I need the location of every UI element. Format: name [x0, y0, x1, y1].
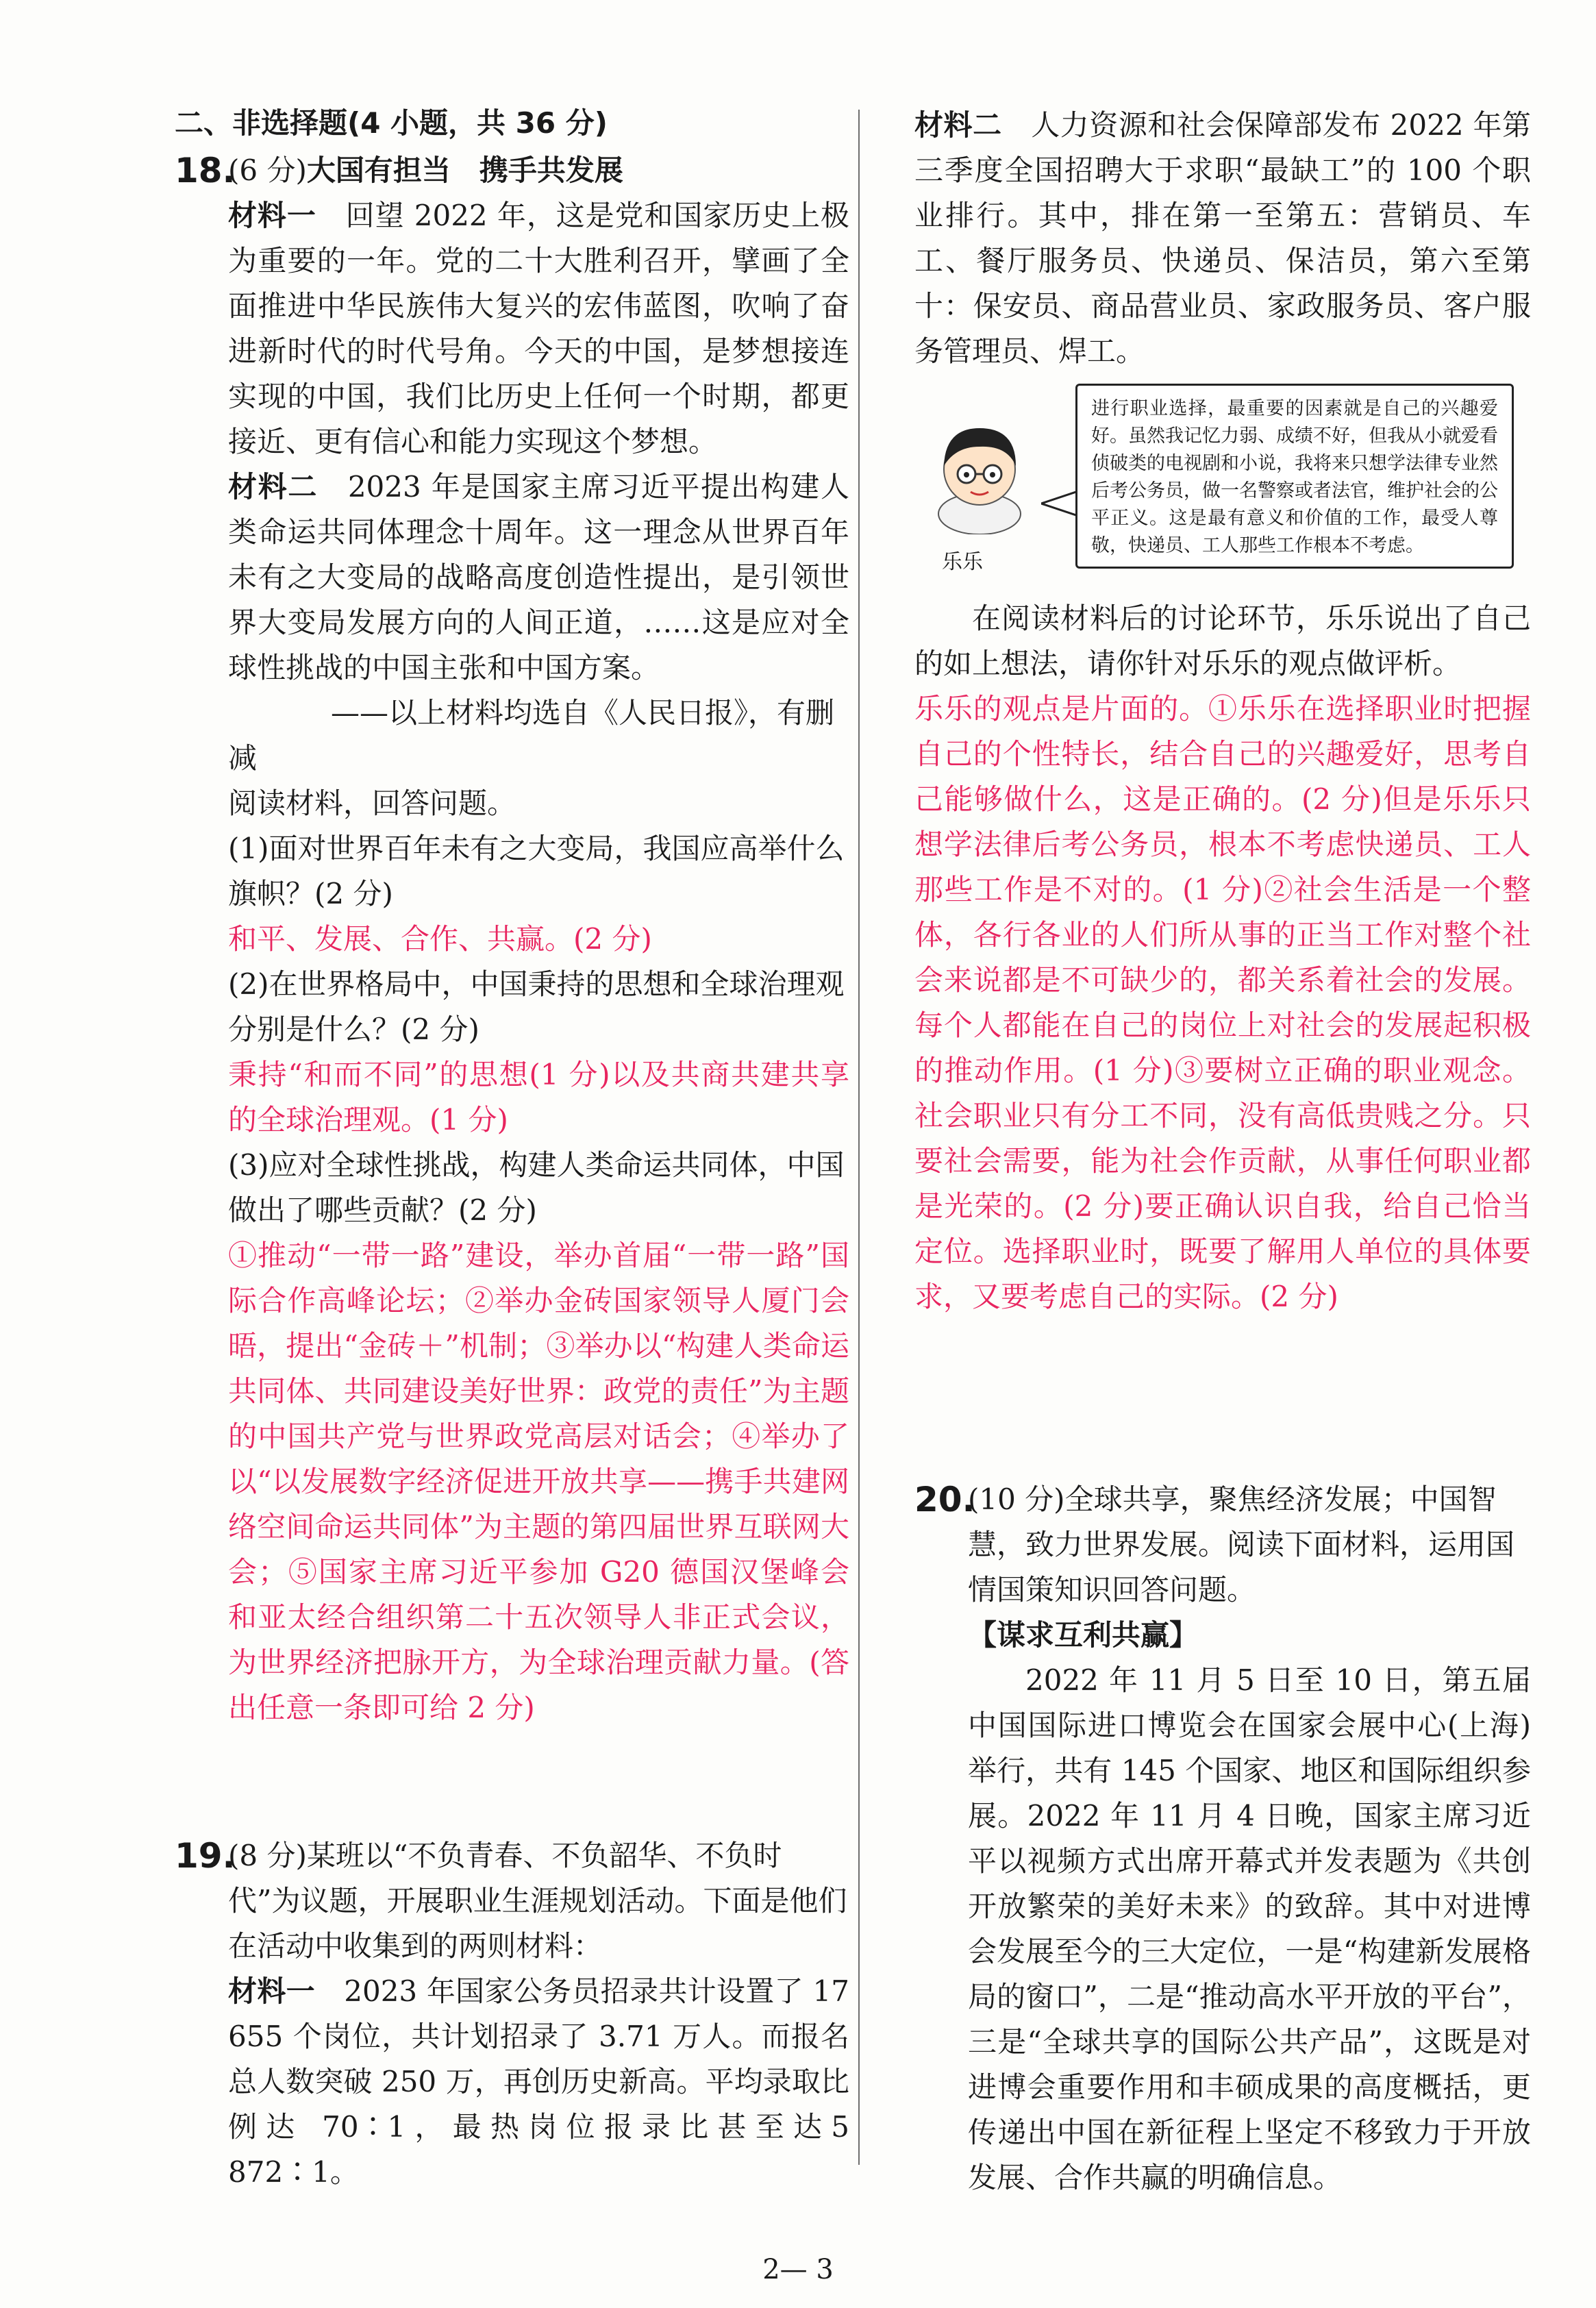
q18-sub1-text: 面对世界百年未有之大变局，我国应高举什么旗帜？(2 分)	[228, 832, 845, 910]
q18-material1-text: 回望 2022 年，这是党和国家历史上极为重要的一年。党的二十大胜利召开，擘画了全面推进中华民族伟大复兴的宏伟蓝图，吹响了奋进新时代的时代号角。今天的中国，是梦想接连实现的中国，我们比历史上任何一个时期，都更接近、更有信心和能力实现这个梦想。	[228, 199, 849, 458]
section-heading: 二、非选择题(4 小题，共 36 分)	[175, 106, 608, 140]
q19-number: 19.	[175, 1836, 236, 1876]
character-name: 乐乐	[942, 550, 983, 574]
q19-material1	[175, 1969, 849, 2195]
q18-sub3	[175, 1143, 849, 1233]
q19-material2	[914, 103, 1531, 374]
q19-points: (8 分)	[228, 1839, 307, 1872]
q18-sub3-answer: ①推动“一带一路”建设，举办首届“一带一路”国际合作高峰论坛；②举办金砖国家领导人厦门会晤，提出“金砖＋”机制；③举办以“构建人类命运共同体、共同建设美好世界：政党的责任”为主题的中国共产党与世界政党高层对话会；④举办了以“以发展数字经济促进开放共享——携手共建网络空间命运共同体”为主题的第四届世界互联网大会；⑤国家主席习近平参加 G20 德国汉堡峰会和亚太经合组织第二十五次领导人非正式会议，为世界经济把脉开方，为全球治理贡献力量。(答出任意一条即可给 2 分)	[228, 1239, 849, 1724]
cartoon-lele	[914, 384, 1531, 589]
q18-head	[175, 148, 849, 193]
q18-source: ——以上材料均选自《人民日报》，有删减	[228, 696, 835, 775]
q19-answer: 乐乐的观点是片面的。①乐乐在选择职业时把握自己的个性特长，结合自己的兴趣爱好，思考自己能够做什么，这是正确的。(2 分)但是乐乐只想学法律后考公务员，根本不考虑快递员、工人那些工作是不对的。(1 分)②社会生活是一个整体，各行各业的人们所从事的正当工作对整个社会来说都是不可缺少的，都关系着社会的发展。每个人都能在自己的岗位上对社会的发展起积极的推动作用。(1 分)③要树立正确的职业观念。社会职业只有分工不同，没有高低贵贱之分。只要社会需要，能为社会作贡献，从事任何职业都是光荣的。(2 分)要正确认识自我，给自己恰当定位。选择职业时，既要了解用人单位的具体要求，又要考虑自己的实际。(2 分)	[914, 692, 1531, 1313]
q19-material1-text: 2023 年国家公务员招录共计设置了 17 655 个岗位，共计划招录了 3.71 万人。而报名总人数突破 250 万，再创历史新高。平均录取比例达 70∶1，最热岗位报录比甚至达5 872∶1。	[228, 1974, 849, 2189]
question-20	[914, 1477, 1531, 2200]
q19-question: 在阅读材料后的讨论环节，乐乐说出了自己的如上想法，请你针对乐乐的观点做评析。	[914, 601, 1531, 680]
q18-sub3-num: (3)	[228, 1148, 269, 1182]
boy-glasses-illustration	[928, 411, 1031, 534]
q20-points: (10 分)	[968, 1482, 1065, 1516]
q18-sub2-num: (2)	[228, 967, 269, 1001]
q18-material2-text: 2023 年是国家主席习近平提出构建人类命运共同体理念十周年。这一理念从世界百年未有之大变局的战略高度创造性提出，是引领世界大变局发展方向的人间正道，……这是应对全球性挑战的中国主张和中国方案。	[228, 470, 849, 684]
speech-bubble: 进行职业选择，最重要的因素就是自己的兴趣爱好。虽然我记忆力弱、成绩不好，但我从小就爱看侦破类的电视剧和小说，我将来只想学法律专业然后考公务员，做一名警察或者法官，维护社会的公平正义。这是最有意义和价值的工作，最受人尊敬，快递员、工人那些工作根本不考虑。	[1075, 384, 1514, 569]
q18-sub1-answer: 和平、发展、合作、共赢。(2 分)	[228, 922, 652, 956]
q18-material1	[175, 193, 849, 464]
q19-material2-label: 材料二	[914, 108, 1002, 142]
q19-head	[175, 1833, 849, 1969]
q18-sub3-text: 应对全球性挑战，构建人类命运共同体，中国做出了哪些贡献？(2 分)	[228, 1148, 845, 1227]
left-column	[175, 103, 849, 2195]
q19-material2-text: 人力资源和社会保障部发布 2022 年第三季度全国招聘大于求职“最缺工”的 100 个职业排行。其中，排在第一至第五：营销员、车工、餐厅服务员、快递员、保洁员，第六至第十：保安员、商品营业员、家政服务员、客户服务管理员、焊工。	[914, 108, 1531, 368]
q18-sub2-answer: 秉持“和而不同”的思想(1 分)以及共商共建共享的全球治理观。(1 分)	[228, 1058, 849, 1137]
q18-sub2-text: 在世界格局中，中国秉持的思想和全球治理观分别是什么？(2 分)	[228, 967, 845, 1046]
q18-number: 18.	[175, 151, 236, 190]
page-number: 2— 3	[762, 2254, 834, 2285]
q19-material1-label: 材料一	[228, 1974, 315, 2008]
q18-instruction: 阅读材料，回答问题。	[228, 786, 516, 820]
q18-sub1-num: (1)	[228, 832, 269, 865]
q18-sub2	[175, 962, 849, 1052]
q18-material1-label: 材料一	[228, 199, 316, 232]
q18-points: (6 分)	[228, 153, 307, 187]
q20-bracket-title: 【谋求互利共赢】	[968, 1618, 1199, 1652]
q20-intro: 全球共享，聚焦经济发展；中国智慧，致力世界发展。阅读下面材料，运用国情国策知识回答问题。	[968, 1482, 1515, 1606]
question-18	[175, 148, 849, 1730]
q18-source-line	[175, 691, 849, 781]
q20-head	[914, 1477, 1531, 1613]
q18-sub1	[175, 826, 849, 917]
right-column	[914, 103, 1531, 2200]
q20-number: 20.	[914, 1480, 975, 1519]
q18-material2	[175, 464, 849, 691]
q20-text: 2022 年 11 月 5 日至 10 日，第五届中国国际进口博览会在国家会展中心(上海)举行，共有 145 个国家、地区和国际组织参展。2022 年 11 月 4 日晚，国家主席习近平以视频方式出席开幕式并发表题为《共创开放繁荣的美好未来》的致辞。其中对进博会发展至今的三大定位，一是“构建新发展格局的窗口”，二是“推动高水平开放的平台”，三是“全球共享的国际公共产品”，这既是对进博会重要作用和丰硕成果的高度概括，更传递出中国在新征程上坚定不移致力于开放发展、合作共赢的明确信息。	[968, 1663, 1531, 2194]
column-divider	[858, 110, 860, 2165]
question-19	[175, 1833, 849, 2195]
q18-title: 大国有担当 携手共发展	[306, 153, 623, 187]
q18-material2-label: 材料二	[228, 470, 319, 504]
q19-intro: 某班以“不负青春、不负韶华、不负时代”为议题，开展职业生涯规划活动。下面是他们在活动中收集到的两则材料：	[228, 1839, 847, 1963]
